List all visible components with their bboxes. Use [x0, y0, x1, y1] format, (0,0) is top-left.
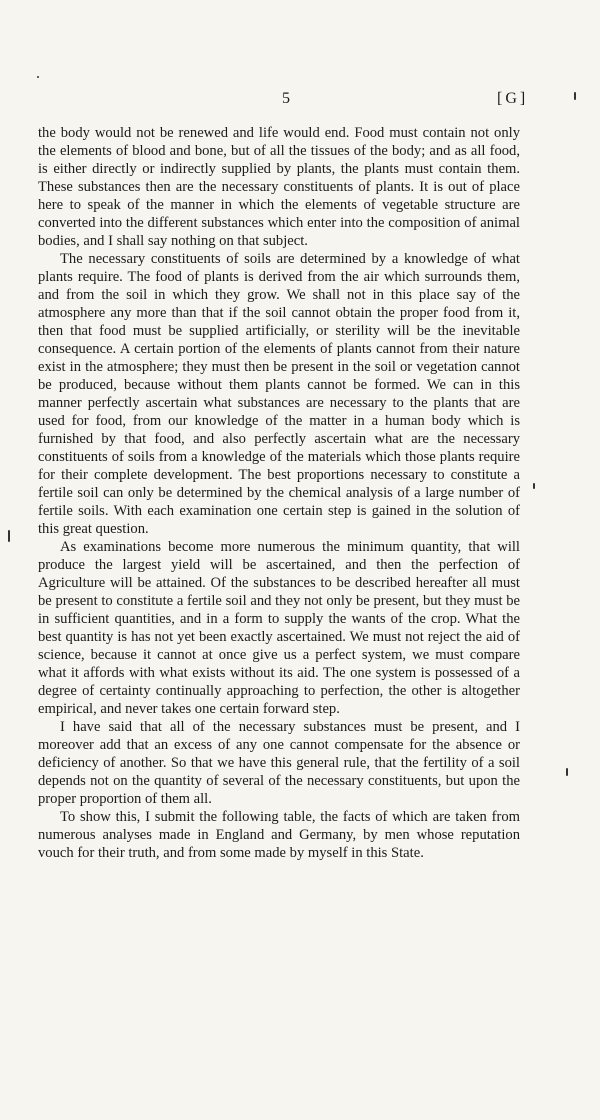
body-text: [38, 124, 520, 862]
margin-mark: [566, 768, 568, 776]
paragraph: I have said that all of the necessary substances must be present, and I moreover add that an excess of any one cannot compensate for the absence or deficiency of another. So that we have this general rule, that the fertility of a soil depends not on the quantity of several of the necessary constituents, but upon the proper proportion of them all.: [38, 719, 520, 807]
margin-mark: [8, 530, 10, 542]
speck-mark: [37, 76, 39, 78]
page-number: 5: [282, 90, 290, 107]
signature-mark: [G]: [497, 90, 529, 107]
page-header: [0, 90, 600, 114]
margin-mark: [533, 483, 535, 489]
paragraph: To show this, I submit the following table, the facts of which are taken from numerous analyses made in England and Germany, by men whose reputation vouch for their truth, and from some made by myself in this State.: [38, 809, 520, 861]
paragraph: the body would not be renewed and life would end. Food must contain not only the elements of blood and bone, but of all the tissues of the body; and as all food, is either directly or indirectly supplied by plants, the plants must contain them. These substances then are the necessary constituents of plants. It is out of place here to speak of the manner in which the elements of vegetable structure are converted into the different substances which enter into the composition of animal bodies, and I shall say nothing on that subject.: [38, 125, 520, 249]
paragraph: As examinations become more numerous the minimum quantity, that will produce the largest yield will be ascertained, and then the perfection of Agriculture will be attained. Of the substances to be described hereafter all must be present to constitute a fertile soil and they not only be present, but they must be in sufficient quantities, and in a form to supply the wants of the crop. What the best quantity is has not yet been exactly ascertained. We must not reject the aid of science, because it cannot at once give us a perfect system, we must compare what it affords with what exists without its aid. The one system is possessed of a degree of certainty continually approaching to perfection, the other is altogether empirical, and never takes one certain forward step.: [38, 539, 520, 717]
paragraph: The necessary constituents of soils are determined by a knowledge of what plants require. The food of plants is derived from the air which surrounds them, and from the soil in which they grow. We shall not in this place say of the atmosphere any more than that if the soil cannot obtain the proper food from it, then that food must be supplied artificially, or sterility will be the inevitable consequence. A certain portion of the elements of plants cannot from their nature exist in the atmosphere; they must then be present in the soil or vegetation cannot be produced, because without them plants cannot be formed. We can in this manner perfectly ascertain what substances are necessary to the plants that are used for food, from our knowledge of the matter in a human body which is furnished by that food, and also perfectly ascertain what are the necessary constituents of soils from a knowledge of the materials which those plants require for their complete development. The best proportions necessary to constitute a fertile soil can only be determined by the chemical analysis of a large number of fertile soils. With each examination one certain step is gained in the solution of this great question.: [38, 251, 520, 537]
